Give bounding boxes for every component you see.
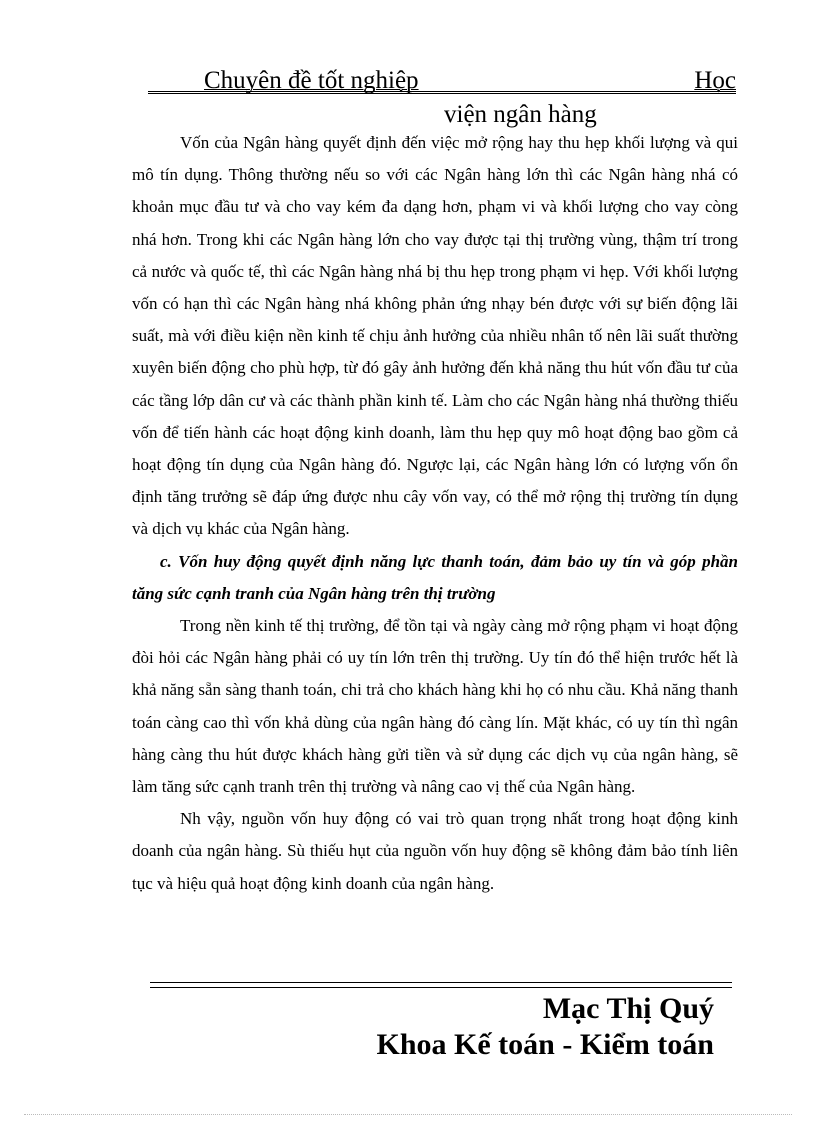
header-rule <box>148 91 736 94</box>
footer-rule <box>150 982 732 988</box>
author-department: Khoa Kế toán - Kiểm toán <box>376 1028 714 1061</box>
paragraph-conclusion: Nh vậy, nguồn vốn huy động có vai trò quan trọng nhất trong hoạt động kinh doanh của ngân hàng. Sù thiếu hụt của nguồn vốn huy động sẽ không đảm bảo tính liên tục và hiệu quả hoạt động kinh doanh của ngân hàng. <box>132 809 738 893</box>
header-title-right: Học <box>694 67 736 94</box>
header-title-left: Chuyên đề tốt nghiệp <box>204 67 419 94</box>
document-body <box>132 127 738 900</box>
paragraph-reputation: Trong nền kinh tế thị trường, để tồn tại và ngày càng mở rộng phạm vi hoạt động đòi hỏi các Ngân hàng phải có uy tín lớn trên thị trường. Uy tín đó thể hiện trước hết là khả năng sẵn sàng thanh toán, chi trả cho khách hàng khi họ có nhu cầu. Khả năng thanh toán càng cao thì vốn khả dùng của ngân hàng đó càng lín. Mặt khác, có uy tín thì ngân hàng càng thu hút được khách hàng gửi tiền và sử dụng các dịch vụ của ngân hàng, sẽ làm tăng sức cạnh tranh trên thị trường và nâng cao vị thế của Ngân hàng. <box>132 616 738 797</box>
section-heading-c: c. Vốn huy động quyết định năng lực thanh toán, đảm bảo uy tín và góp phần tăng sức cạnh tranh của Ngân hàng trên thị trường <box>132 551 738 603</box>
header-title-line2: viện ngân hàng <box>444 101 597 128</box>
author-name: Mạc Thị Quý <box>542 992 714 1025</box>
page-bottom-border <box>24 1114 792 1115</box>
paragraph-capital-role: Vốn của Ngân hàng quyết định đến việc mở rộng hay thu hẹp khối lượng và qui mô tín dụng. Thông thường nếu so với các Ngân hàng lớn thì các Ngân hàng nhá có khoản mục đầu tư và cho vay kém đa dạng hơn, phạm vi và khối lượng cho vay còng nhá hơn. Trong khi các Ngân hàng lớn cho vay được tại thị trường vùng, thậm trí trong cả nước và quốc tế, thì các Ngân hàng nhá bị thu hẹp trong phạm vi hẹp. Với khối lượng vốn có hạn thì các Ngân hàng nhá không phản ứng nhạy bén được với sự biến động lãi suất, mà với điều kiện nền kinh tế chịu ảnh hưởng của nhiều nhân tố nên lãi suất thường xuyên biến động cho phù hợp, từ đó gây ảnh hưởng đến khả năng thu hút vốn đầu tư của các tầng lớp dân cư và các thành phần kinh tế. Làm cho các Ngân hàng nhá thường thiếu vốn để tiến hành các hoạt động kinh doanh, làm thu hẹp quy mô hoạt động bao gồm cả hoạt động tín dụng của Ngân hàng đó. Ngược lại, các Ngân hàng lớn có lượng vốn ổn định tăng trưởng sẽ đáp ứng được nhu cây vốn vay, có thể mở rộng thị trường tín dụng và dịch vụ khác của Ngân hàng. <box>132 133 738 539</box>
page-header <box>148 66 736 128</box>
